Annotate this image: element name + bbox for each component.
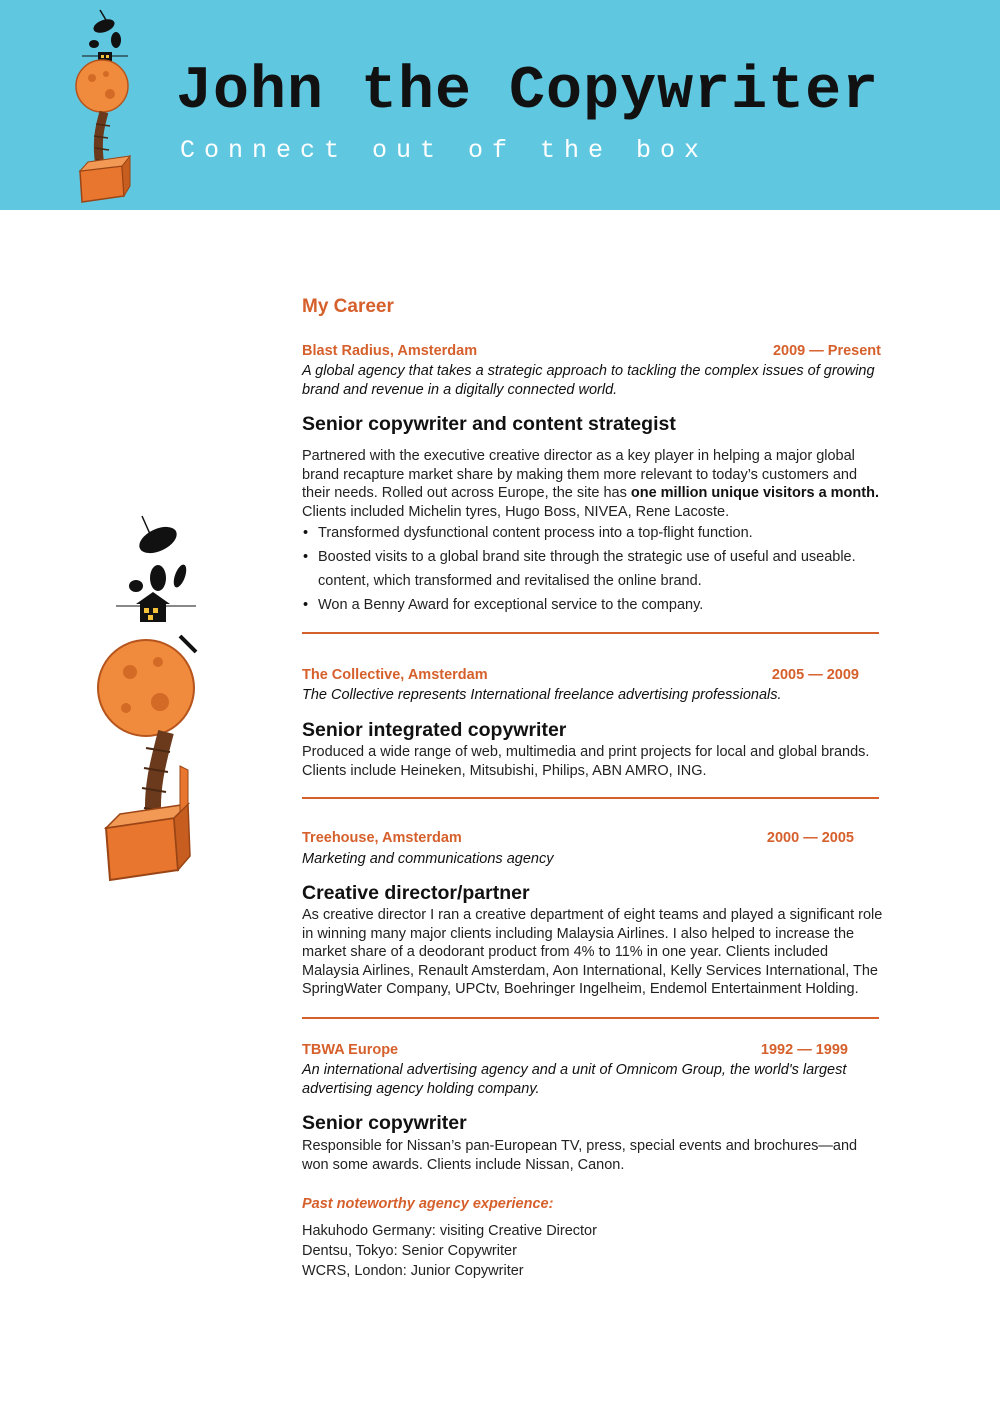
section-title: My Career (302, 296, 394, 317)
section-divider (302, 1017, 879, 1019)
job-description: As creative director I ran a creative department of eight teams and played a significant role in winning many major clients including Malaysia Airlines. I also helped to increase the market share of a deodorant product from 4% to 11% in one year. Clients included Malaysia Airlines, Renault Amsterdam, Aon International, Kelly Services International, The SpringWater Company, UPCtv, Boehringer Ingelheim, Endemol Entertainment Holding. (302, 907, 883, 998)
section-divider (302, 797, 879, 799)
site-tagline: Connect out of the box (180, 136, 709, 165)
past-experience-item: Hakuhodo Germany: visiting Creative Director (302, 1223, 597, 1239)
planet-treehouse-icon (96, 512, 216, 882)
job-bullets (302, 524, 887, 614)
bullet-item: • Transformed dysfunctional content process into a top-flight function. (302, 524, 887, 542)
job-company: The Collective, Amsterdam (302, 667, 488, 683)
bullet-item-continued: content, which transformed and revitalised the online brand. (318, 573, 702, 589)
planet-treehouse-icon (60, 6, 150, 206)
job-role: Senior integrated copywriter (302, 719, 567, 741)
job-description: Partnered with the executive creative director as a key player in helping a major global brand recapture market share by making them more relevant to today’s customers and their needs. Rolled out across Europe, the site has one million unique visitors a month. Clients included Michelin tyres, Hugo Boss, NIVEA, Rene Lacoste. (302, 448, 879, 520)
job-period: 2000 — 2005 (766, 830, 854, 846)
job-company: Treehouse, Amsterdam (302, 830, 462, 846)
job-role: Senior copywriter and content strategist (302, 413, 676, 435)
job-period: 1992 — 1999 (760, 1042, 848, 1058)
job-tagline: Marketing and communications agency (302, 851, 554, 867)
job-tagline: An international advertising agency and a unit of Omnicom Group, the world's largest advertising agency holding company. (302, 1062, 847, 1097)
job-company: TBWA Europe (302, 1042, 399, 1058)
job-description: Responsible for Nissan’s pan-European TV, press, special events and brochures—and won some awards. Clients include Nissan, Canon. (302, 1138, 858, 1173)
job-tagline: The Collective represents International freelance advertising professionals. (302, 687, 782, 703)
past-experience-item: Dentsu, Tokyo: Senior Copywriter (302, 1243, 517, 1259)
job-highlight: one million unique visitors a month. (630, 485, 879, 502)
job-company: Blast Radius, Amsterdam (302, 343, 478, 359)
job-role: Senior copywriter (302, 1112, 467, 1134)
job-tagline: A global agency that takes a strategic approach to tackling the complex issues of growing brand and revenue in a digitally connected world. (302, 363, 875, 398)
job-role: Creative director/partner (302, 882, 530, 904)
site-title: John the Copywriter (176, 58, 880, 126)
section-divider (302, 632, 879, 634)
past-experience-title: Past noteworthy agency experience: (302, 1196, 554, 1212)
job-period: 2005 — 2009 (771, 667, 859, 683)
header-banner (0, 0, 1000, 210)
job-period: 2009 — Present (772, 343, 881, 359)
job-description: Produced a wide range of web, multimedia and print projects for local and global brands. Clients include Heineken, Mitsubishi, Philips, ABN AMRO, ING. (302, 744, 870, 779)
bullet-item: • Won a Benny Award for exceptional service to the company. (302, 596, 887, 614)
past-experience-item: WCRS, London: Junior Copywriter (302, 1263, 524, 1279)
past-experience-list (302, 1221, 597, 1281)
bullet-item: • Boosted visits to a global brand site through the strategic use of useful and useable. (302, 548, 887, 566)
